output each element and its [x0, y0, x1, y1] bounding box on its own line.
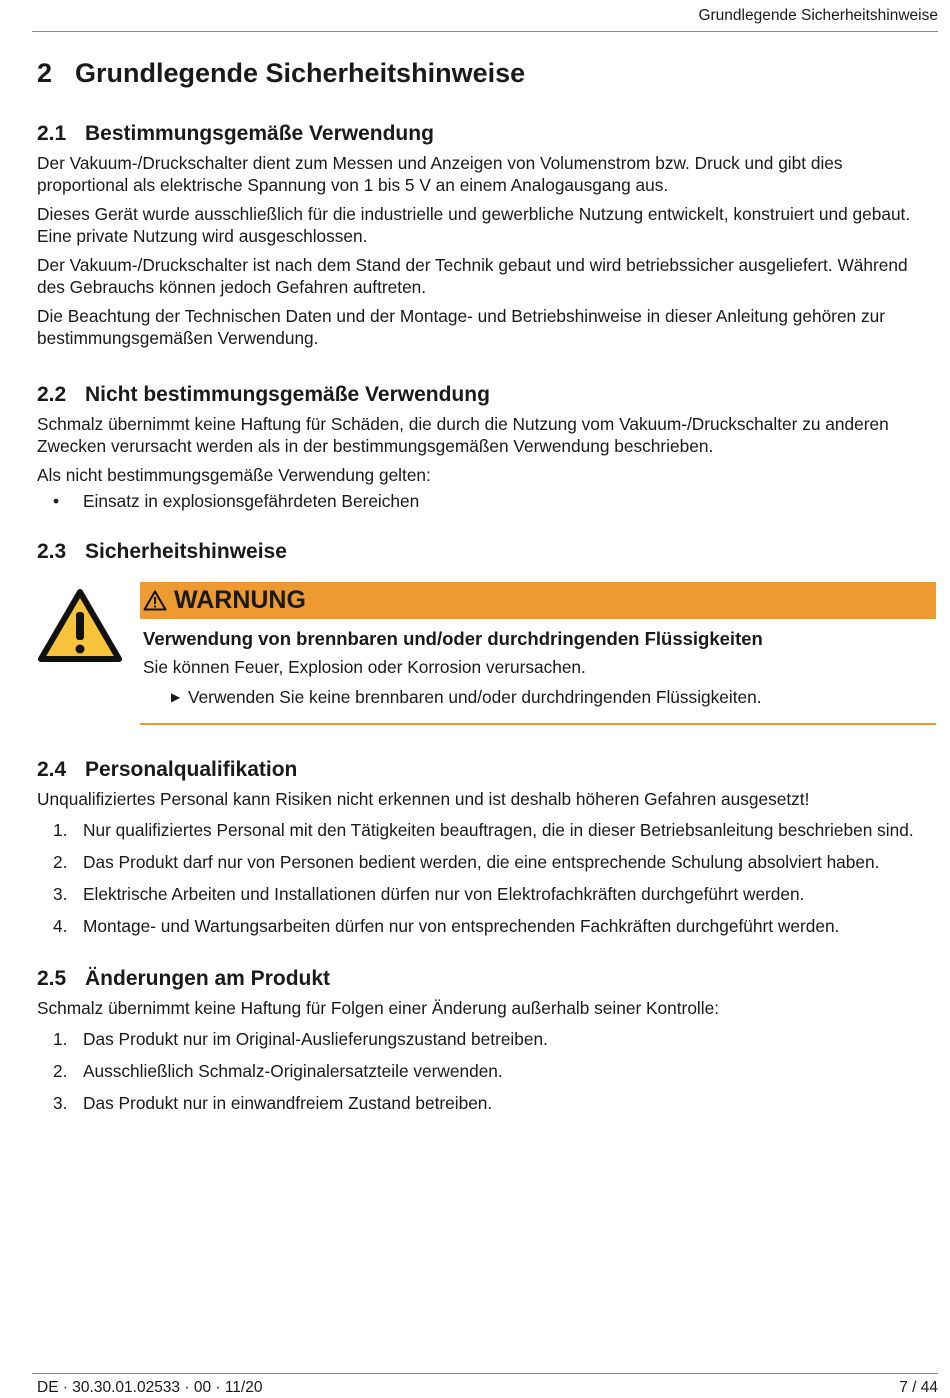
list-item: [37, 1060, 936, 1082]
paragraph: Die Beachtung der Technischen Daten und der Montage- und Betriebshinweise in dieser Anleitung gehören zur bestimmungsgemäßen Verwendung.: [37, 306, 885, 348]
list-number: 1.: [53, 820, 68, 840]
section-title: Nicht bestimmungsgemäße Verwendung: [85, 383, 490, 406]
list-item: [37, 1092, 936, 1114]
section-number: 2.4: [37, 758, 67, 781]
warning-action: [140, 686, 936, 708]
paragraph: Als nicht bestimmungsgemäße Verwendung gelten:: [37, 465, 431, 485]
paragraph: Der Vakuum-/Druckschalter ist nach dem Stand der Technik gebaut und wird betriebssicher ausgeliefert. Während des Gebrauchs können jedoch Gefahren auftreten.: [37, 255, 908, 297]
warning-text: Sie können Feuer, Explosion oder Korrosion verursachen.: [143, 657, 586, 677]
paragraph: Schmalz übernimmt keine Haftung für Schäden, die durch die Nutzung vom Vakuum-/Druckschalter zu anderen Zwecken verursacht werden als in der bestimmungsgemäßen Verwendung beschrieben.: [37, 414, 889, 456]
list-item: [37, 490, 936, 512]
paragraph: Der Vakuum-/Druckschalter dient zum Messen und Anzeigen von Volumenstrom bzw. Druck und gibt dies proportional als elektrische Spannung von 1 bis 5 V an einem Analogausgang aus.: [37, 153, 843, 195]
list-number: 2.: [53, 852, 68, 872]
section-number: 2.2: [37, 383, 67, 406]
list-item: [37, 819, 936, 841]
paragraph: Dieses Gerät wurde ausschließlich für die industrielle und gewerbliche Nutzung entwickelt, konstruiert und gebaut. Eine private Nutzung wird ausgeschlossen.: [37, 204, 911, 246]
warning-box: [37, 582, 936, 726]
warning-bottom-rule: [140, 723, 936, 725]
running-header-title: Grundlegende Sicherheitshinweise: [698, 7, 938, 24]
list-item-text: Elektrische Arbeiten und Installationen dürfen nur von Elektrofachkräften durchgeführt werden.: [83, 884, 805, 904]
warning-sign-icon: [37, 588, 123, 664]
warning-body: [140, 582, 936, 708]
section-number: 2.3: [37, 540, 67, 563]
list-item-text: Einsatz in explosionsgefährdeten Bereichen: [83, 491, 420, 511]
section-number: 2.1: [37, 122, 67, 145]
warning-title: Verwendung von brennbaren und/oder durchdringenden Flüssigkeiten: [143, 628, 763, 649]
page-content: [37, 55, 936, 1124]
list-number: 2.: [53, 1061, 68, 1081]
running-header: [32, 0, 938, 32]
section-heading-2-3: [37, 538, 936, 566]
list-item: [37, 883, 936, 905]
paragraph: Unqualifiziertes Personal kann Risiken nicht erkennen und ist deshalb höheren Gefahren ausgesetzt!: [37, 789, 810, 809]
section-heading-2-1: [37, 120, 936, 148]
section-title: Änderungen am Produkt: [85, 967, 331, 990]
list-number: 1.: [53, 1029, 68, 1049]
list-item: [37, 1028, 936, 1050]
numbered-list: [37, 1028, 936, 1114]
section-title: Sicherheitshinweise: [85, 540, 287, 563]
warning-action-text: Verwenden Sie keine brennbaren und/oder durchdringenden Flüssigkeiten.: [188, 687, 762, 707]
list-number: 4.: [53, 916, 68, 936]
section-heading-2-2: [37, 381, 936, 409]
list-item-text: Das Produkt nur im Original-Auslieferungszustand betreiben.: [83, 1029, 548, 1049]
action-arrow-icon: ▶: [171, 690, 181, 704]
section-title: Bestimmungsgemäße Verwendung: [85, 122, 434, 145]
paragraph: Schmalz übernimmt keine Haftung für Folgen einer Änderung außerhalb seiner Kontrolle:: [37, 998, 720, 1018]
list-item-text: Nur qualifiziertes Personal mit den Tätigkeiten beauftragen, die in dieser Betriebsanleitung beschrieben sind.: [83, 820, 914, 840]
list-item-text: Montage- und Wartungsarbeiten dürfen nur von entsprechenden Fachkräften durchgeführt werden.: [83, 916, 840, 936]
page-number: 7 / 44: [899, 1379, 938, 1396]
list-item: [37, 851, 936, 873]
chapter-title: [37, 55, 936, 91]
section-heading-2-5: [37, 965, 936, 993]
warning-signal-bar: [140, 582, 936, 619]
warning-signal-word: WARNUNG: [174, 586, 306, 614]
chapter-number: 2: [37, 58, 53, 88]
numbered-list: [37, 819, 936, 937]
page-footer: [32, 1373, 938, 1398]
bullet-list: [37, 490, 936, 512]
list-item-text: Ausschließlich Schmalz-Originalersatzteile verwenden.: [83, 1061, 503, 1081]
chapter-title-text: Grundlegende Sicherheitshinweise: [75, 58, 526, 88]
section-title: Personalqualifikation: [85, 758, 298, 781]
list-item-text: Das Produkt darf nur von Personen bedient werden, die eine entsprechende Schulung absolviert haben.: [83, 852, 880, 872]
list-item: [37, 915, 936, 937]
list-number: 3.: [53, 884, 68, 904]
section-number: 2.5: [37, 967, 67, 990]
list-number: 3.: [53, 1093, 68, 1113]
list-item-text: Das Produkt nur in einwandfreiem Zustand betreiben.: [83, 1093, 493, 1113]
warning-triangle-icon: [143, 590, 167, 611]
footer-doc-id: DE · 30.30.01.02533 · 00 · 11/20: [37, 1379, 263, 1396]
bullet-icon: •: [53, 491, 60, 511]
section-heading-2-4: [37, 756, 936, 784]
